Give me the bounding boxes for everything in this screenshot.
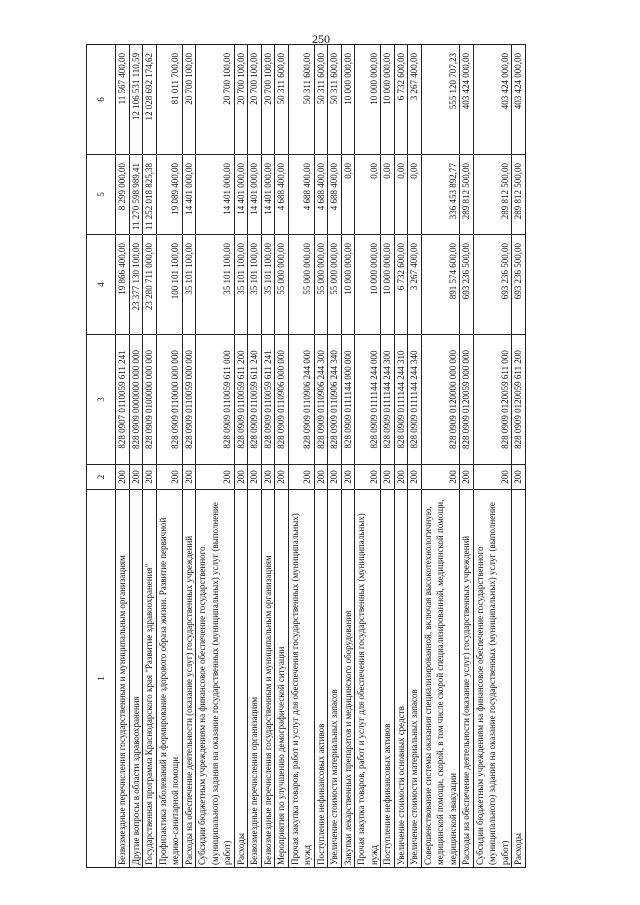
cell-executed-amount: 14 401 000,00 [182,155,196,235]
cell-line-code: 200 [129,465,143,490]
table-row [129,45,143,868]
cell-executed-amount: 11 270 598 989,41 [129,155,143,235]
cell-description: Субсидии бюджетным учреждениям на финансовое обеспечение государственного (муниципального) задания на оказание государственных (муниципальных) услуг (выполнение работ) [196,490,235,868]
cell-budget-code: 828 0909 0110059 611 200 [234,335,248,465]
cell-executed-amount: 289 812 500,00 [460,155,474,235]
cell-line-code: 200 [196,465,235,490]
cell-budget-code: 828 0909 0111144 244 340 [408,335,422,465]
cell-budget-code: 828 0909 0120059 611 000 [473,335,512,465]
cell-remaining-amount: 12 028 692 174,62 [143,45,157,155]
table-row [381,45,395,868]
cell-approved-amount: 10 000 000,00 [341,235,355,335]
cell-budget-code: 828 0909 0120059 000 000 [460,335,474,465]
cell-remaining-amount: 20 700 100,00 [182,45,196,155]
table-row [248,45,262,868]
cell-description: Расходы на обеспечение деятельности (оказание услуг) государственных учреждений [182,490,196,868]
cell-line-code: 200 [512,465,526,490]
cell-executed-amount: 0,00 [355,155,381,235]
cell-description: Прочая закупка товаров, работ и услуг для обеспечения государственных (муниципальных) нужд [355,490,381,868]
cell-remaining-amount: 555 120 707,23 [421,45,460,155]
table-row [473,45,512,868]
budget-table [86,44,526,868]
cell-remaining-amount: 50 311 600,00 [328,45,342,155]
cell-approved-amount: 100 101 100,00 [156,235,182,335]
table-row [355,45,381,868]
cell-description: Увеличение стоимости материальных запасов [328,490,342,868]
cell-line-code: 200 [328,465,342,490]
rotated-table-holder [86,45,613,868]
cell-description: Профилактика заболеваний и формирование здорового образа жизни. Развитие первичной медико-санитарной помощи [156,490,182,868]
cell-description: Безвозмездные перечисления государственным и муниципальным организациям [116,490,130,868]
cell-budget-code: 828 0909 0000000 000 000 [129,335,143,465]
cell-remaining-amount: 6 732 600,00 [394,45,408,155]
cell-approved-amount: 693 236 500,00 [512,235,526,335]
cell-description: Закупки лекарственных препаратов и медицинского оборудования [341,490,355,868]
table-row [116,45,130,868]
cell-executed-amount: 0,00 [408,155,422,235]
table-row [288,45,314,868]
cell-approved-amount: 23 280 711 000,00 [143,235,157,335]
cell-approved-amount: 55 000 000,00 [328,235,342,335]
cell-remaining-amount: 20 700 100,00 [261,45,275,155]
cell-executed-amount: 4 688 400,00 [314,155,328,235]
cell-approved-amount: 19 866 400,00 [116,235,130,335]
cell-budget-code: 828 0909 0120059 611 200 [512,335,526,465]
cell-remaining-amount: 10 000 000,00 [341,45,355,155]
cell-description: Расходы [234,490,248,868]
cell-line-code: 200 [143,465,157,490]
cell-executed-amount: 0,00 [341,155,355,235]
cell-remaining-amount: 403 424 000,00 [460,45,474,155]
table-row [156,45,182,868]
cell-executed-amount: 4 688 400,00 [328,155,342,235]
cell-budget-code: 828 0909 0111144 244 310 [394,335,408,465]
cell-description: Поступление нефинансовых активов [381,490,395,868]
cell-description: Поступление нефинансовых активов [314,490,328,868]
cell-budget-code: 828 0909 0111144 000 000 [341,335,355,465]
cell-line-code: 200 [473,465,512,490]
cell-line-code: 200 [314,465,328,490]
cell-remaining-amount: 50 311 600,00 [288,45,314,155]
cell-executed-amount: 289 812 500,00 [473,155,512,235]
cell-executed-amount: 0,00 [394,155,408,235]
cell-budget-code: 828 0909 0110059 611 240 [248,335,262,465]
table-row [460,45,474,868]
cell-remaining-amount: 12 106 531 110,59 [129,45,143,155]
cell-remaining-amount: 50 311 600,00 [314,45,328,155]
cell-line-code: 200 [275,465,289,490]
cell-executed-amount: 289 812 500,00 [512,155,526,235]
table-row [421,45,460,868]
cell-budget-code: 828 0907 0110059 611 241 [116,335,130,465]
cell-description: Государственная программа Краснодарского края "Развитие здравоохранения" [143,490,157,868]
cell-remaining-amount: 3 267 400,00 [408,45,422,155]
cell-description: Безвозмездные перечисления организациям [248,490,262,868]
cell-executed-amount: 11 252 018 825,38 [143,155,157,235]
cell-approved-amount: 891 574 600,00 [421,235,460,335]
cell-approved-amount: 693 236 500,00 [473,235,512,335]
cell-description: Безвозмездные перечисления государственным и муниципальным организациям [261,490,275,868]
cell-approved-amount: 35 101 100,00 [196,235,235,335]
header-col-1: 1 [87,490,116,868]
cell-executed-amount: 8 299 000,00 [116,155,130,235]
cell-budget-code: 828 0909 0110059 611 000 [196,335,235,465]
table-row [341,45,355,868]
cell-line-code: 200 [234,465,248,490]
cell-remaining-amount: 10 000 000,00 [355,45,381,155]
cell-budget-code: 828 0909 0100000 000 000 [143,335,157,465]
cell-line-code: 200 [156,465,182,490]
cell-executed-amount: 4 688 400,00 [288,155,314,235]
header-row [87,45,116,868]
cell-line-code: 200 [116,465,130,490]
table-row [512,45,526,868]
cell-remaining-amount: 20 700 100,00 [248,45,262,155]
table-row [234,45,248,868]
cell-remaining-amount: 403 424 000,00 [512,45,526,155]
cell-remaining-amount: 20 700 100,00 [196,45,235,155]
cell-approved-amount: 35 101 100,00 [182,235,196,335]
cell-executed-amount: 14 401 000,00 [234,155,248,235]
cell-description: Мероприятия по улучшению демографической ситуации [275,490,289,868]
cell-approved-amount: 693 236 500,00 [460,235,474,335]
header-col-4: 4 [87,235,116,335]
cell-executed-amount: 14 401 000,00 [248,155,262,235]
cell-line-code: 200 [261,465,275,490]
cell-description: Расходы [512,490,526,868]
cell-description: Увеличение стоимости основных средств [394,490,408,868]
cell-approved-amount: 55 000 000,00 [275,235,289,335]
cell-budget-code: 828 0909 0110906 244 300 [314,335,328,465]
cell-approved-amount: 35 101 100,00 [261,235,275,335]
cell-budget-code: 828 0909 0110906 244 000 [288,335,314,465]
page-number: 250 [312,32,330,46]
cell-description: Расходы на обеспечение деятельности (оказание услуг) государственных учреждений [460,490,474,868]
cell-budget-code: 828 0909 0110059 000 000 [182,335,196,465]
cell-line-code: 200 [288,465,314,490]
cell-remaining-amount: 403 424 000,00 [473,45,512,155]
table-row [182,45,196,868]
table-row [275,45,289,868]
rotated-table [86,45,613,868]
cell-line-code: 200 [182,465,196,490]
cell-approved-amount: 35 101 100,00 [248,235,262,335]
cell-budget-code: 828 0909 0120000 000 000 [421,335,460,465]
cell-remaining-amount: 50 311 600,00 [275,45,289,155]
table-row [408,45,422,868]
cell-approved-amount: 55 000 000,00 [314,235,328,335]
table-row [314,45,328,868]
table-row [143,45,157,868]
cell-line-code: 200 [408,465,422,490]
cell-budget-code: 828 0909 0110059 611 241 [261,335,275,465]
cell-description: Прочая закупка товаров, работ и услуг для обеспечения государственных (муниципальных) нужд [288,490,314,868]
cell-line-code: 200 [355,465,381,490]
cell-executed-amount: 336 453 892,77 [421,155,460,235]
cell-budget-code: 828 0909 0111144 244 300 [381,335,395,465]
cell-budget-code: 828 0909 0110906 244 340 [328,335,342,465]
cell-executed-amount: 0,00 [381,155,395,235]
cell-executed-amount: 14 401 000,00 [261,155,275,235]
cell-description: Увеличение стоимости материальных запасов [408,490,422,868]
cell-approved-amount: 10 000 000,00 [381,235,395,335]
cell-executed-amount: 4 688 400,00 [275,155,289,235]
cell-approved-amount: 6 732 600,00 [394,235,408,335]
header-col-3: 3 [87,335,116,465]
table-row [328,45,342,868]
cell-budget-code: 828 0909 0110906 000 000 [275,335,289,465]
cell-line-code: 200 [460,465,474,490]
table-row [394,45,408,868]
cell-approved-amount: 3 267 400,00 [408,235,422,335]
cell-remaining-amount: 11 567 400,00 [116,45,130,155]
cell-executed-amount: 14 401 000,00 [196,155,235,235]
cell-remaining-amount: 10 000 000,00 [381,45,395,155]
cell-approved-amount: 35 101 100,00 [234,235,248,335]
cell-approved-amount: 10 000 000,00 [355,235,381,335]
table-row [261,45,275,868]
cell-description: Субсидии бюджетным учреждениям на финансовое обеспечение государственного (муниципального) задания на оказание государственных (муниципальных) услуг (выполнение работ) [473,490,512,868]
cell-description: Совершенствование системы оказания специализированной, включая высокотехнологичную, медицинской помощи, скорой, в том числе скорой специализированной, медицинской помощи, медицинской эвакуации [421,490,460,868]
cell-line-code: 200 [421,465,460,490]
cell-line-code: 200 [381,465,395,490]
cell-approved-amount: 55 000 000,00 [288,235,314,335]
cell-description: Другие вопросы в области здравоохранения [129,490,143,868]
cell-remaining-amount: 20 700 100,00 [234,45,248,155]
header-col-5: 5 [87,155,116,235]
cell-executed-amount: 19 089 400,00 [156,155,182,235]
cell-line-code: 200 [394,465,408,490]
cell-budget-code: 828 0909 0110000 000 000 [156,335,182,465]
cell-approved-amount: 23 377 130 100,00 [129,235,143,335]
header-col-6: 6 [87,45,116,155]
header-col-2: 2 [87,465,116,490]
cell-line-code: 200 [341,465,355,490]
cell-remaining-amount: 81 011 700,00 [156,45,182,155]
table-row [196,45,235,868]
cell-line-code: 200 [248,465,262,490]
cell-budget-code: 828 0909 0111144 244 000 [355,335,381,465]
